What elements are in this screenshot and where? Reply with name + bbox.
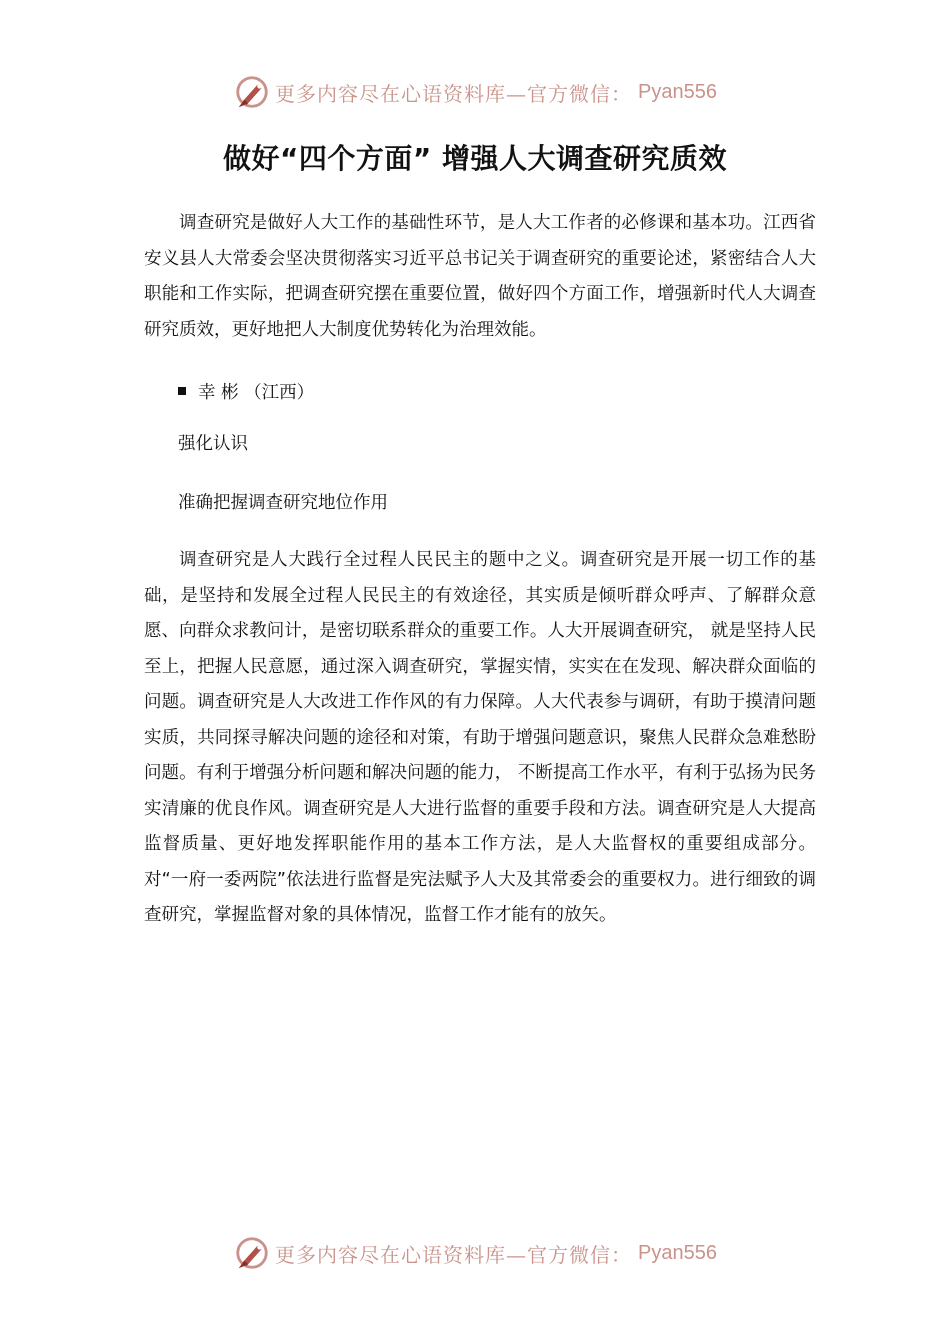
- pen-logo-icon: [233, 1234, 271, 1272]
- watermark-text: 更多内容尽在心语资料库—官方微信：: [275, 81, 633, 106]
- author-name: 幸 彬 （江西）: [198, 383, 315, 403]
- header-watermark: [0, 72, 950, 112]
- watermark-wechat-id: Pyan556: [638, 80, 717, 103]
- watermark-text: 更多内容尽在心语资料库—官方微信：: [275, 1242, 633, 1267]
- watermark-wechat-id: Pyan556: [638, 1241, 717, 1264]
- section-heading: 强化认识: [178, 434, 248, 454]
- footer-watermark: [0, 1233, 950, 1273]
- bullet-square-icon: [178, 387, 186, 395]
- intro-paragraph: 调查研究是做好人大工作的基础性环节，是人大工作者的必修课和基本功。江西省安义县人大常委会坚决贯彻落实习近平总书记关于调查研究的重要论述，紧密结合人大职能和工作实际，把调查研究摆在重要位置，做好四个方面工作，增强新时代人大调查研究质效，更好地把人大制度优势转化为治理效能。: [144, 213, 816, 340]
- article-body: [144, 206, 816, 934]
- author-line: [144, 381, 816, 405]
- body-paragraph: 调查研究是人大践行全过程人民民主的题中之义。调查研究是开展一切工作的基础，是坚持和发展全过程人民民主的有效途径，其实质是倾听群众呼声、了解群众意愿、向群众求教问计，是密切联系群众的重要工作。人大开展调查研究， 就是坚持人民至上，把握人民意愿，通过深入调查研究，掌握实情，实实在在发现、解决群众面临的问题。调查研究是人大改进工作作风的有力保障。人大代表参与调研，有助于摸清问题实质，共同探寻解决问题的途径和对策，有助于增强问题意识，聚焦人民群众急难愁盼问题。有利于增强分析问题和解决问题的能力， 不断提高工作水平，有利于弘扬为民务实清廉的优良作风。调查研究是人大进行监督的重要手段和方法。调查研究是人大提高监督质量、更好地发挥职能作用的基本工作方法，是人大监督权的重要组成部分。对“一府一委两院”依法进行监督是宪法赋予人大及其常委会的重要权力。进行细致的调查研究，掌握监督对象的具体情况，监督工作才能有的放矢。: [144, 550, 816, 925]
- section-subheading: 准确把握调查研究地位作用: [178, 493, 388, 513]
- article-title: 做好“四个方面” 增强人大调查研究质效: [222, 142, 728, 175]
- pen-logo-icon: [233, 73, 271, 111]
